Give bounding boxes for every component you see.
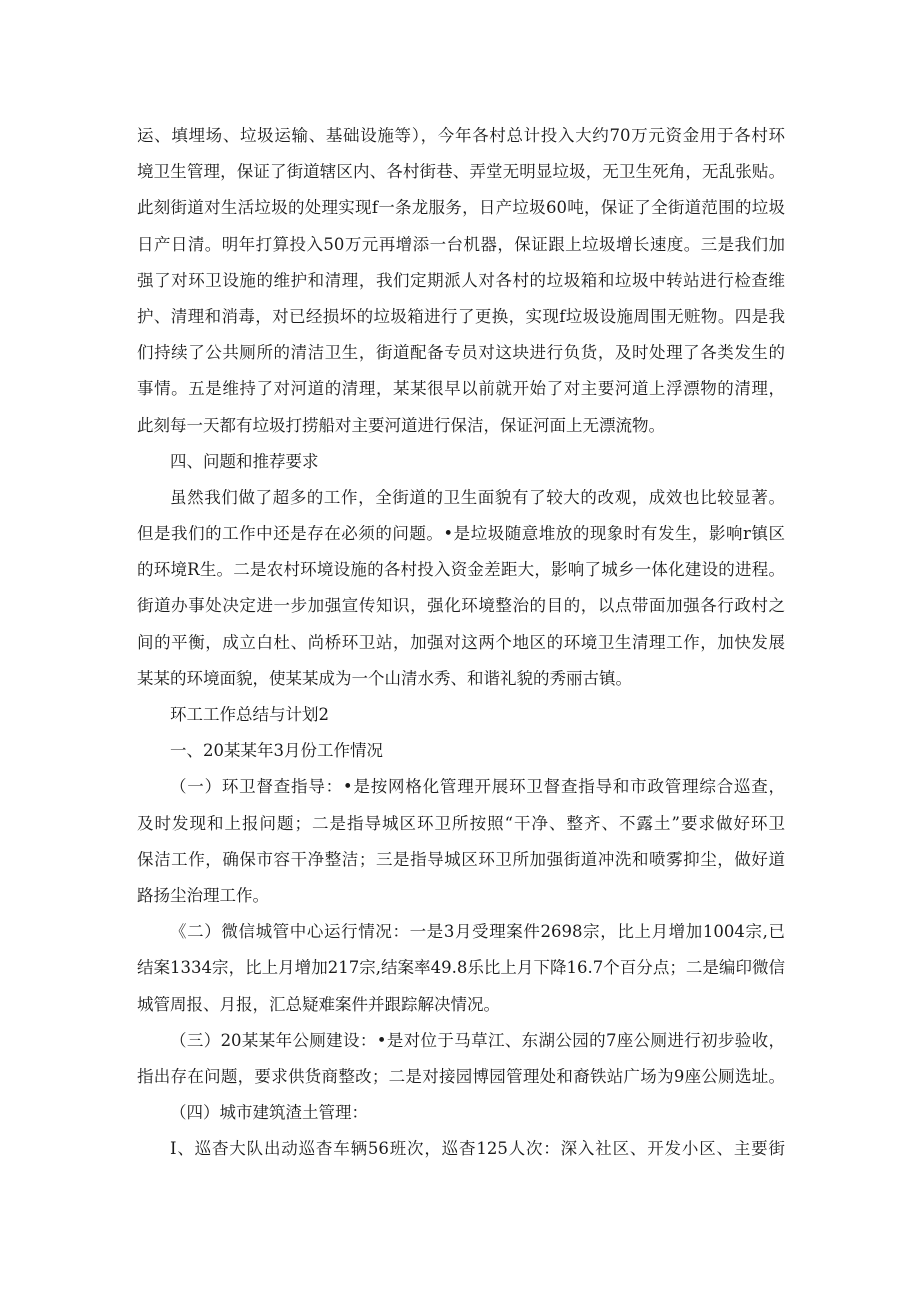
paragraph-wechat-center	[137, 914, 785, 1023]
text-line: 城管周报、月报，汇总疑难案件并跟踪解决情况。	[137, 994, 500, 1014]
text-line: 虽然我们做了超多的工作，全街道的卫生面貌有了较大的改观，成效也比较显著。	[170, 487, 785, 507]
text-line: I、巡杳大队出动巡杳车辆56班次，巡杳125人次：深入社区、开发小区、主要街	[170, 1139, 785, 1159]
text-line: 路扬尘治理工作。	[137, 885, 269, 905]
section-heading-march: 一、20某某年3月份工作情况	[170, 741, 383, 761]
paragraph-sanitation-work	[137, 118, 785, 444]
subsection-heading-muck: （四）城市建筑渣土管理：	[170, 1103, 368, 1123]
text-line: 日产日清。明年打算投入50万元再增添一台机器，保证跟上垃圾增长速度。三是我们加	[137, 234, 785, 254]
paragraph-inspection	[137, 1131, 785, 1167]
text-line: 护、清理和消毒，对已经损坏的垃圾箱进行了更换，实现f垃圾设施周围无赃物。四是我	[137, 306, 785, 326]
text-line: 运、填埋场、垃圾运输、基础设施等），今年各村总计投入大约70万元资金用于各村环	[137, 126, 785, 145]
text-line: 的环境R生。二是农村环境设施的各村投入资金差距大，影响了城乡一体化建设的进程。	[137, 560, 785, 580]
paragraph-problems	[137, 480, 785, 697]
text-line: 间的平衡，成立白杜、尚桥环卫站，加强对这两个地区的环境卫生清理工作，加快发展	[137, 632, 785, 652]
text-line: 强了对环卫设施的维护和清理，我们定期派人对各村的垃圾箱和垃圾中转站进行检查维	[137, 270, 785, 290]
text-line: 但是我们的工作中还是存在必须的问题。•是垃圾随意堆放的现象时有发生，影响r镇区	[137, 524, 785, 544]
paragraph-supervision	[137, 769, 785, 914]
text-line: 境卫生管理，保证了街道辖区内、各村街巷、弄堂无明显垃圾，无卫生死角，无乱张贴。	[137, 162, 785, 182]
text-line: 指出存在问题，要求供货商整改；二是对接园博园管理处和裔铁站广场为9座公厕选址。	[137, 1066, 785, 1086]
text-line: 《二）微信城管中心运行情况：一是3月受理案件2698宗，比上月增加1004宗,已	[170, 922, 785, 942]
text-line: 此刻街道对生活垃圾的处理实现f一条龙服务，日产垃圾60吨，保证了全街道范围的垃圾	[137, 198, 785, 218]
text-line: 此刻每一天都有垃圾打捞船对主要河道进行保洁，保证河面上无漂流物。	[137, 415, 665, 435]
text-line: 结案1334宗，比上月增加217宗,结案率49.8乐比上月下降16.7个百分点；二是编印微信	[137, 958, 785, 978]
text-line: （一）环卫督查指导：•是按网格化管理开展环卫督查指导和市政管理综合巡查，	[170, 777, 785, 797]
text-line: 们持续了公共厕所的清洁卫生，街道配备专员对这块进行负货，及时处理了各类发生的	[137, 343, 785, 363]
text-line: 街道办事处决定进一步加强宣传知识，强化环境整治的目的，以点带面加强各行政村之	[137, 596, 785, 616]
text-line: 保洁工作，确保市容干净整洁；三是指导城区环卫所加强街道冲洗和喷雾抑尘，做好道	[137, 849, 785, 869]
paragraph-toilet-construction	[137, 1023, 785, 1095]
text-line: 某某的环境面貌，使某某成为一个山清水秀、和谐礼貌的秀丽古镇。	[137, 668, 632, 688]
document-title-2: 环工工作总结与计划2	[170, 705, 329, 724]
text-line: 事情。五是维持了对河道的清理，某某很早以前就开始了对主要河道上浮漂物的清理，	[137, 379, 785, 399]
section-heading-problems: 四、问题和推荐要求	[170, 451, 319, 471]
text-line: （三）20某某年公厕建设：•是对位于马草江、东湖公园的7座公厕进行初步验收，	[170, 1030, 785, 1050]
document-page	[137, 118, 785, 1167]
text-line: 及时发现和上报问题；二是指导城区环卫所按照“干净、整齐、不露土”要求做好环卫	[137, 813, 785, 833]
